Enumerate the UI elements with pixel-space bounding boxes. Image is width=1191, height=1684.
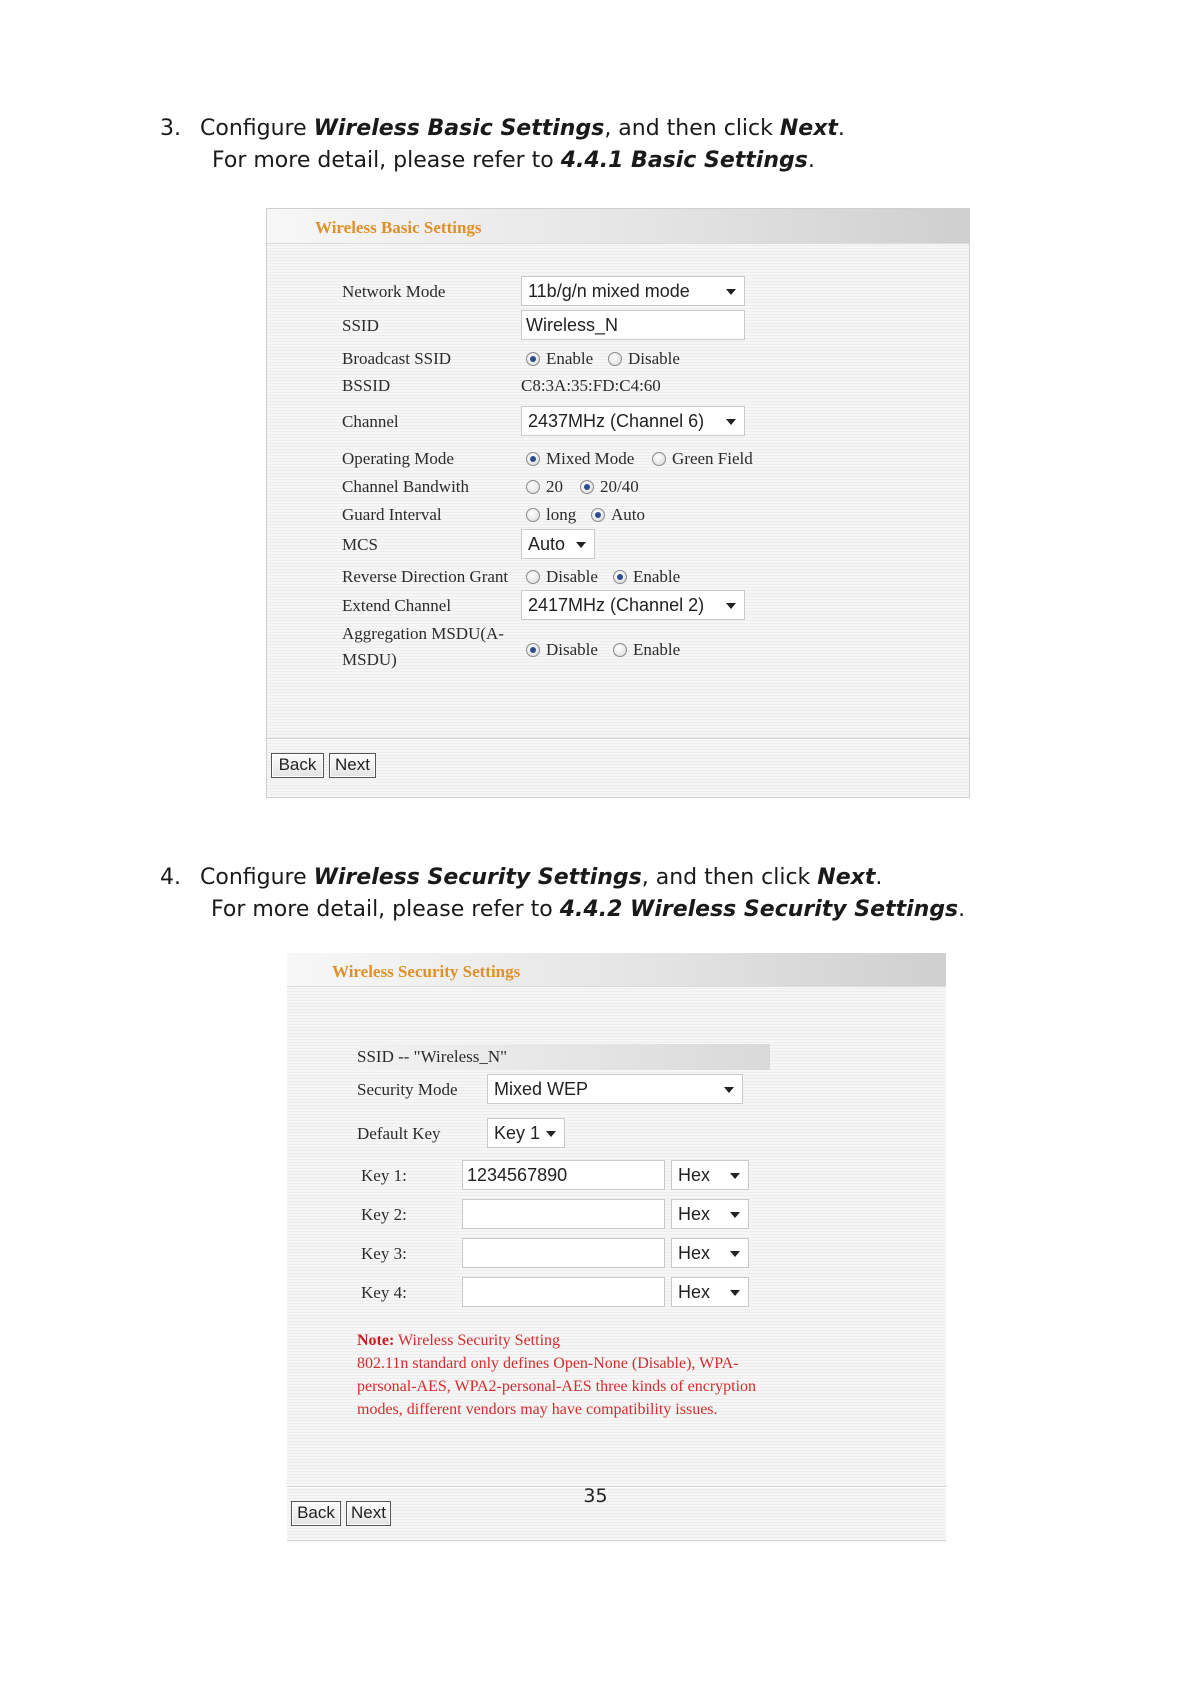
page-number: 35 xyxy=(583,1485,608,1507)
security-mode-select[interactable] xyxy=(487,1074,743,1104)
panel-title: Wireless Security Settings xyxy=(332,962,521,981)
network-mode-label: Network Mode xyxy=(342,282,446,301)
radio-unselected-icon xyxy=(526,508,540,522)
text-then: , and then click xyxy=(641,865,818,890)
radio-label: Disable xyxy=(628,349,680,368)
radio-label: 20/40 xyxy=(600,477,639,496)
wireless-security-settings-panel xyxy=(287,953,946,1543)
panel-divider xyxy=(267,738,969,740)
mcs-label: MCS xyxy=(342,535,378,554)
channel-select[interactable] xyxy=(521,406,745,436)
input-value: 1234567890 xyxy=(467,1165,568,1185)
panel-title: Wireless Basic Settings xyxy=(315,218,482,237)
radio-label: long xyxy=(546,505,577,524)
note-line-3: personal-AES, WPA2-personal-AES three kinds of encryption xyxy=(357,1378,757,1395)
text-ref-target: 4.4.1 Basic Settings xyxy=(560,148,808,173)
step-line-1 xyxy=(200,113,845,145)
note-line-4: modes, different vendors may have compatibility issues. xyxy=(357,1401,718,1418)
bssid-label: BSSID xyxy=(342,376,391,395)
key-3-format-select[interactable] xyxy=(671,1238,749,1268)
extend-channel-select[interactable] xyxy=(521,590,745,620)
ssid-input[interactable] xyxy=(521,310,745,340)
radio-label: Auto xyxy=(611,505,645,524)
aggregation-msdu-label-line-1: Aggregation MSDU(A- xyxy=(342,624,504,643)
select-value: Hex xyxy=(678,1204,711,1224)
key-4-input[interactable] xyxy=(462,1277,665,1307)
panel-header xyxy=(287,953,946,987)
radio-selected-icon xyxy=(613,570,627,584)
ssid-label: SSID xyxy=(342,316,379,335)
text-target: Wireless Basic Settings xyxy=(313,116,605,141)
bssid-value: C8:3A:35:FD:C4:60 xyxy=(521,376,661,395)
key-3-input[interactable] xyxy=(462,1238,665,1268)
text-period: . xyxy=(837,116,845,141)
panel-bottom-line xyxy=(287,1540,946,1542)
aggregation-msdu-disable-radio[interactable] xyxy=(526,640,601,662)
chevron-down-icon xyxy=(730,1290,740,1296)
step-3-instruction xyxy=(160,113,1060,177)
guard-interval-auto-radio[interactable] xyxy=(591,505,651,527)
text-ref-period: . xyxy=(958,897,966,922)
radio-label: 20 xyxy=(546,477,563,496)
text-target: Wireless Security Settings xyxy=(313,865,642,890)
radio-selected-icon xyxy=(526,452,540,466)
radio-selected-icon xyxy=(591,508,605,522)
operating-mode-mixed-radio[interactable] xyxy=(526,449,636,471)
radio-label: Green Field xyxy=(672,449,753,468)
radio-unselected-icon xyxy=(526,570,540,584)
radio-label: Enable xyxy=(546,349,594,368)
radio-label: Disable xyxy=(546,640,598,659)
aggregation-msdu-enable-radio[interactable] xyxy=(613,640,688,662)
radio-selected-icon xyxy=(526,643,540,657)
channel-bandwidth-20-40-radio[interactable] xyxy=(580,477,650,499)
key-4-format-select[interactable] xyxy=(671,1277,749,1307)
select-value: 2417MHz (Channel 2) xyxy=(528,595,705,615)
guard-interval-long-radio[interactable] xyxy=(526,505,581,527)
text-next: Next xyxy=(779,116,838,141)
ssid-header-bar xyxy=(357,1044,770,1070)
note-line-1 xyxy=(357,1329,756,1352)
text-ref-target: 4.4.2 Wireless Security Settings xyxy=(559,897,959,922)
text-refer: For more detail, please refer to xyxy=(211,897,560,922)
channel-bandwidth-label: Channel Bandwith xyxy=(342,477,470,496)
key-2-input[interactable] xyxy=(462,1199,665,1229)
back-button[interactable]: Back xyxy=(271,753,324,778)
note-line-2: 802.11n standard only defines Open-None (Disable), WPA- xyxy=(357,1355,739,1372)
wireless-basic-settings-panel xyxy=(266,208,970,798)
step-4-instruction xyxy=(160,862,1140,926)
text-then: , and then click xyxy=(604,116,780,141)
broadcast-ssid-label: Broadcast SSID xyxy=(342,349,452,368)
chevron-down-icon xyxy=(730,1173,740,1179)
operating-mode-green-field-radio[interactable] xyxy=(652,449,762,471)
select-value: 2437MHz (Channel 6) xyxy=(528,411,705,431)
ssid-header-text: SSID -- "Wireless_N" xyxy=(357,1047,508,1066)
step-line-1 xyxy=(200,862,882,894)
mcs-select[interactable] xyxy=(521,529,595,559)
radio-unselected-icon xyxy=(613,643,627,657)
network-mode-select[interactable] xyxy=(521,276,745,306)
text-configure: Configure xyxy=(200,865,314,890)
chevron-down-icon xyxy=(730,1251,740,1257)
select-value: Hex xyxy=(678,1243,711,1263)
select-value: Auto xyxy=(528,534,566,554)
select-value: Key 1 xyxy=(494,1123,541,1143)
default-key-select[interactable] xyxy=(487,1118,565,1148)
key-1-label: Key 1: xyxy=(361,1166,407,1185)
text-ref-period: . xyxy=(807,148,815,173)
key-2-label: Key 2: xyxy=(361,1205,407,1224)
security-note xyxy=(357,1329,756,1421)
extend-channel-label: Extend Channel xyxy=(342,596,452,615)
key-2-format-select[interactable] xyxy=(671,1199,749,1229)
step-number: 3. xyxy=(160,116,181,141)
radio-selected-icon xyxy=(526,352,540,366)
next-button[interactable]: Next xyxy=(329,753,376,778)
radio-unselected-icon xyxy=(608,352,622,366)
panel-header xyxy=(267,209,969,244)
radio-label: Enable xyxy=(633,640,681,659)
chevron-down-icon xyxy=(726,603,736,609)
key-1-format-select[interactable] xyxy=(671,1160,749,1190)
key-1-input[interactable] xyxy=(462,1160,665,1190)
back-button[interactable]: Back xyxy=(291,1501,341,1526)
select-value: Mixed WEP xyxy=(494,1079,589,1099)
guard-interval-label: Guard Interval xyxy=(342,505,442,524)
radio-selected-icon xyxy=(580,480,594,494)
radio-label: Mixed Mode xyxy=(546,449,635,468)
aggregation-msdu-label-line-2: MSDU) xyxy=(342,650,397,669)
reverse-direction-grant-label: Reverse Direction Grant xyxy=(342,567,509,586)
reverse-direction-grant-enable-radio[interactable] xyxy=(613,567,688,589)
chevron-down-icon xyxy=(726,419,736,425)
chevron-down-icon xyxy=(576,542,586,548)
text-refer: For more detail, please refer to xyxy=(212,148,561,173)
key-4-label: Key 4: xyxy=(361,1283,407,1302)
text-configure: Configure xyxy=(200,116,314,141)
chevron-down-icon xyxy=(546,1131,556,1137)
select-value: Hex xyxy=(678,1165,711,1185)
radio-unselected-icon xyxy=(526,480,540,494)
security-mode-label: Security Mode xyxy=(357,1080,458,1099)
next-button[interactable]: Next xyxy=(346,1501,391,1526)
broadcast-ssid-enable-radio[interactable] xyxy=(526,349,596,371)
operating-mode-label: Operating Mode xyxy=(342,449,454,468)
chevron-down-icon xyxy=(724,1087,734,1093)
text-period: . xyxy=(875,865,883,890)
channel-bandwidth-20-radio[interactable] xyxy=(526,477,571,499)
radio-unselected-icon xyxy=(652,452,666,466)
radio-label: Enable xyxy=(633,567,681,586)
key-3-label: Key 3: xyxy=(361,1244,407,1263)
channel-label: Channel xyxy=(342,412,399,431)
chevron-down-icon xyxy=(730,1212,740,1218)
note-prefix: Note: xyxy=(357,1332,395,1349)
radio-label: Disable xyxy=(546,567,598,586)
step-line-2 xyxy=(211,894,965,926)
broadcast-ssid-disable-radio[interactable] xyxy=(608,349,688,371)
step-number: 4. xyxy=(160,865,181,890)
input-value: Wireless_N xyxy=(526,315,619,335)
reverse-direction-grant-disable-radio[interactable] xyxy=(526,567,601,589)
step-line-2 xyxy=(212,145,815,177)
text-next: Next xyxy=(817,865,876,890)
select-value: 11b/g/n mixed mode xyxy=(528,281,690,301)
chevron-down-icon xyxy=(726,289,736,295)
select-value: Hex xyxy=(678,1282,711,1302)
note-title: Wireless Security Setting xyxy=(394,1332,561,1349)
default-key-label: Default Key xyxy=(357,1124,441,1143)
